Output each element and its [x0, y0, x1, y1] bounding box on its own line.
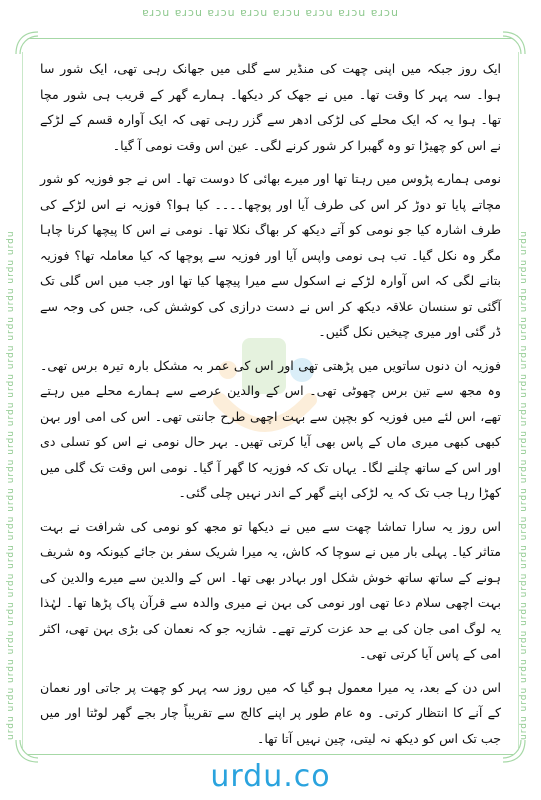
right-border-pattern	[519, 60, 535, 740]
corner-ornament-top-right-icon	[501, 30, 527, 56]
paragraph: اس دن کے بعد، یہ میرا معمول ہو گیا کہ میں روز سہ پہر کو چھت پر جاتی اور نعمان کے آنے کا انتظار کرتی۔ وہ عام طور پر اپنے کالج سے تقریباً چار بجے گھر لوٹتا اور میں جب تک اس کو دیکھ نہ لیتی، چین نہیں آتا تھا۔	[40, 679, 501, 746]
paragraph: فوزیہ ان دنوں ساتویں میں پڑھتی تھی اور اس کی عمر بہ مشکل بارہ تیرہ برس تھی۔ وہ مجھ سے تین برس چھوٹی تھی۔ اس کے والدین عرصے سے ہمارے محلے میں رہتے تھے، اس لئے میں فوزیہ کو بچپن سے بہت اچھی طرح جانتی تھی۔ اس کی امی اور بہن کبھی کبھی میری ماں کے پاس بھی آیا کرتی تھیں۔ بہر حال نومی نے اس کو تسلی دی اور اس کے ساتھ چلنے لگا۔ یہاں تک کہ فوزیہ کا گھر آ گیا۔ نومی اس وقت تک گلی میں کھڑا رہا جب تک کہ یہ لڑکی اپنے گھر کے اندر نہیں چلی گئی۔	[40, 357, 501, 500]
story-text	[40, 56, 501, 746]
left-border-pattern	[6, 60, 22, 740]
bottom-border-line	[28, 754, 513, 755]
left-border-text: urdu urdu urdu urdu urdu urdu urdu urdu urdu urdu urdu urdu urdu urdu urdu urdu urdu urdu	[6, 230, 16, 740]
footer-logo[interactable]: urdu.co	[210, 759, 331, 794]
right-border-text: urdu urdu urdu urdu urdu urdu urdu urdu urdu urdu urdu urdu urdu urdu urdu urdu urdu urdu	[519, 230, 529, 740]
paragraph: ایک روز جبکہ میں اپنی چھت کی منڈیر سے گلی میں جھانک رہی تھی، ایک شور سا ہوا۔ سہ پہر کا وقت تھا۔ میں نے جھک کر دیکھا۔ ہمارے گھر کے قریب ہی شور مچا تھا۔ ہوا یہ کہ ایک محلے کی لڑکی ادھر سے گزر رہی تھی کہ ایک آوارہ قسم کے لڑکے نے اس کو چھیڑا تو وہ گھبرا کر شور کرنے لگی۔ عین اس وقت نومی آ گیا۔	[40, 61, 501, 153]
paragraph: اس روز یہ سارا تماشا چھت سے میں نے دیکھا تو مجھ کو نومی کی شرافت نے بہت متاثر کیا۔ پہلی بار میں نے سوچا کہ کاش، یہ میرا شریک سفر بن جائے کیونکہ وہ شریف ہونے کے ساتھ ساتھ خوش شکل اور بہادر بھی تھا۔ اس کے والدین سے میرے والدین کی بہت اچھی سلام دعا تھی اور نومی کی بہن نے میری والدہ سے قرآن پاک پڑھا تھا۔ لہٰذا یہ لوگ امی جان کی بے حد عزت کرتے تھے۔ شازیہ جو کہ نعمان کی بڑی بہن تھی، اکثر امی کے پاس آیا کرتی تھی۔	[40, 518, 501, 661]
corner-ornament-top-left-icon	[14, 30, 40, 56]
paragraph: نومی ہمارے پڑوس میں رہتا تھا اور میرے بھائی کا دوست تھا۔ اس نے جو فوزیہ کو شور مچاتے پایا تو دوڑ کر اس کی طرف آیا اور پوچھا۔۔۔۔ کیا ہوا؟ فوزیہ نے اس لڑکے کی طرف اشارہ کیا جو نومی کو آتے دیکھ کر بھاگ نکلا تھا۔ نومی نے اس کا پیچھا کرنا چاہا مگر وہ نکل گیا۔ تب ہی نومی واپس آیا اور فوزیہ سے پوچھا کہ کیا معاملہ تھا؟ فوزیہ بتانے لگی کہ اس آوارہ لڑکے نے اسکول سے میرا پیچھا کیا تھا اور جب میں اس گلی تک آگئی تو سنسان علاقہ دیکھ کر اس نے دست درازی کی کوشش کی، جس کی وجہ سے ڈر گئی اور میری چیخیں نکل گئیں۔	[40, 171, 501, 339]
top-border-pattern: ɐɹɔu ɐɹɔu ɐɹɔu ɐɹɔu ɐɹɔu ɐɹɔu ɐɹɔu ɐɹɔu	[142, 6, 399, 19]
top-border-line	[28, 38, 513, 39]
left-border-line	[22, 52, 23, 748]
